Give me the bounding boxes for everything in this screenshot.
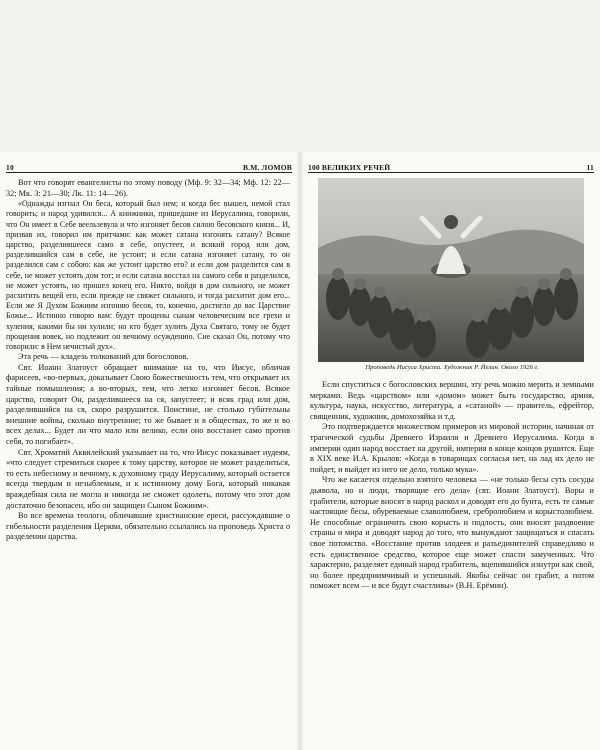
left-page-number: 10 <box>6 163 14 172</box>
right-running-head: 100 ВЕЛИКИХ РЕЧЕЙ <box>308 163 391 172</box>
paragraph: Свт. Иоанн Златоуст обращает внимание на то, что Иисус, обличая фарисеев, «во-первых, доказывает Свою божественность тем, что открывает их тайные помышления; а во-вторых, тем, что легко изгоняет бесов. Всякое царство, говорит Он, разделившееся на ся, запустеет; и всяк град или дом, разделившийся на ся, скоро разрушится. Поистине, не столько губительны внешние войны, сколько внутренние; то же бывает и в обществах, то же и во всех делах... Будет ли что мало или велико, если оно восстанет само против себя, то погибает». <box>6 362 290 446</box>
paragraph: Вот что говорят евангелисты по этому поводу (Мф. 9: 32—34; Мф. 12: 22—32; Мк. 3: 21—30; Лк. 11: 14—26). <box>6 178 290 198</box>
right-page-body <box>310 380 594 592</box>
paragraph: Свт. Хроматий Аквилейский указывает на то, что Иисус показывает иудеям, «что следует стремиться скорее к тому царству, которое не может разделиться, то есть небесному и вечному, к духовному граду Иерусалиму, который остается всегда твердым и незыблемым, и к истинному дому Бога, который никакая враждебная сила не могла и никогда не сможет одолеть, потому что этот дом достаточно безопасен, ибо он защищен Сыном Божиим». <box>6 447 290 510</box>
painting-illustration <box>318 178 584 362</box>
left-running-head: В.М. ЛОМОВ <box>242 163 292 172</box>
painting-image-icon <box>318 178 584 362</box>
paragraph: Эта речь — кладезь толкований для богословов. <box>18 352 189 362</box>
paragraph: Это подтверждается множеством примеров из мировой истории, начиная от трагической судьбы Древнего Израиля и Древнего Иерусалима. Когда в империи один народ восстает на другой, империя в конце концов рушится. Еще в XIX веке И.А. Крылов: «Когда в товарищах согласья нет, на лад их дело не пойдет, и выйдет из него не дело, только мука». <box>310 422 594 474</box>
book-spread <box>0 152 600 750</box>
left-page <box>0 152 300 750</box>
right-page-number: 11 <box>586 163 594 172</box>
paragraph: Что же касается отдельно взятого человека — «не только бесы суть сосуды дьявола, но и люди, творящие его дела» (свт. Иоанн Златоуст). Воры и грабители, которые вносят в народ раскол и доводят его до бунта, есть те самые настоящие бесы, обуреваемые славолюбием, сребролюбием и корыстолюбием. Не способные ограничить свою корысть и подлость, они вносят раздвоение страны и мира и доводят народ до того, что вынуждают защищаться и спасать свое потомство. «Восстание против злодеев и разъединителей справедливо и есть единственное средство, которое еще может спасти замученных. Что характерно, разделяет единый народ грабитель, вцепившийся изнутри как свой, но более предприимчивый и успешный. Якобы сейчас он грабит, а потом поможет всем — и все будут счастливы» (В.Н. Ерёмин). <box>310 475 594 591</box>
left-page-header <box>6 160 292 173</box>
right-page <box>300 152 600 750</box>
right-page-header <box>308 160 594 173</box>
illustration-caption: Проповедь Иисуса Христа. Художник Р. Йелин. Около 1926 г. <box>365 364 539 371</box>
left-page-body <box>6 178 290 543</box>
paragraph: «Однажды изгнал Он беса, который был нем; и когда бес вышел, немой стал говорить; и народ удивился... А книжники, пришедшие из Иерусалима, говорили, что Он имеет в Себе веельзевула и что изгоняет бесов силою бесовского князя... И, призвав их, говорил им притчами: как может сатана изгонять сатану? Всякое царство, разделившееся само в себе, опустеет, и всякий город или дом, разделившийся сам в себе, не устоит; и если сатана изгоняет сатану, то он разделился сам с собою: как же устоит царство его? и если дом разделится сам в себе, не может устоять дом тот; и если сатана восстал на самого себя и разделился, не может устоять, но пришел конец его. Никто, войдя в дом сильного, не может расхитить вещей его, если прежде не свяжет сильного, и тогда расхитит дом его... Если же Я Духом Божиим изгоняю бесов, то, конечно, достигло до вас Царствие Божье... Истинно говорю вам: будут прощены сынам человеческим все грехи и хуления, какими бы ни хулили; но кто будет хулить Духа Святаго, тому не будет прощения вовек, но подлежит он вечному осуждению. Сие сказал Он, потому что говорили: в Нем нечистый дух». <box>6 199 290 352</box>
paragraph: Если спуститься с богословских вершин, эту речь можно мерить и земными мерками. Ведь «царством» или «домом» может быть государство, армия, культура, наука, искусство, литература, а «сатаной» — правитель, ефрейтор, священник, художник, домохозяйка и т.д. <box>310 380 594 421</box>
paragraph: Во все времена теологи, обличавшие христианские ереси, рассуждавшие о гибельности разделения Церкви, обязательно ссылались на проповедь Христа о разделении царства. <box>6 511 290 542</box>
